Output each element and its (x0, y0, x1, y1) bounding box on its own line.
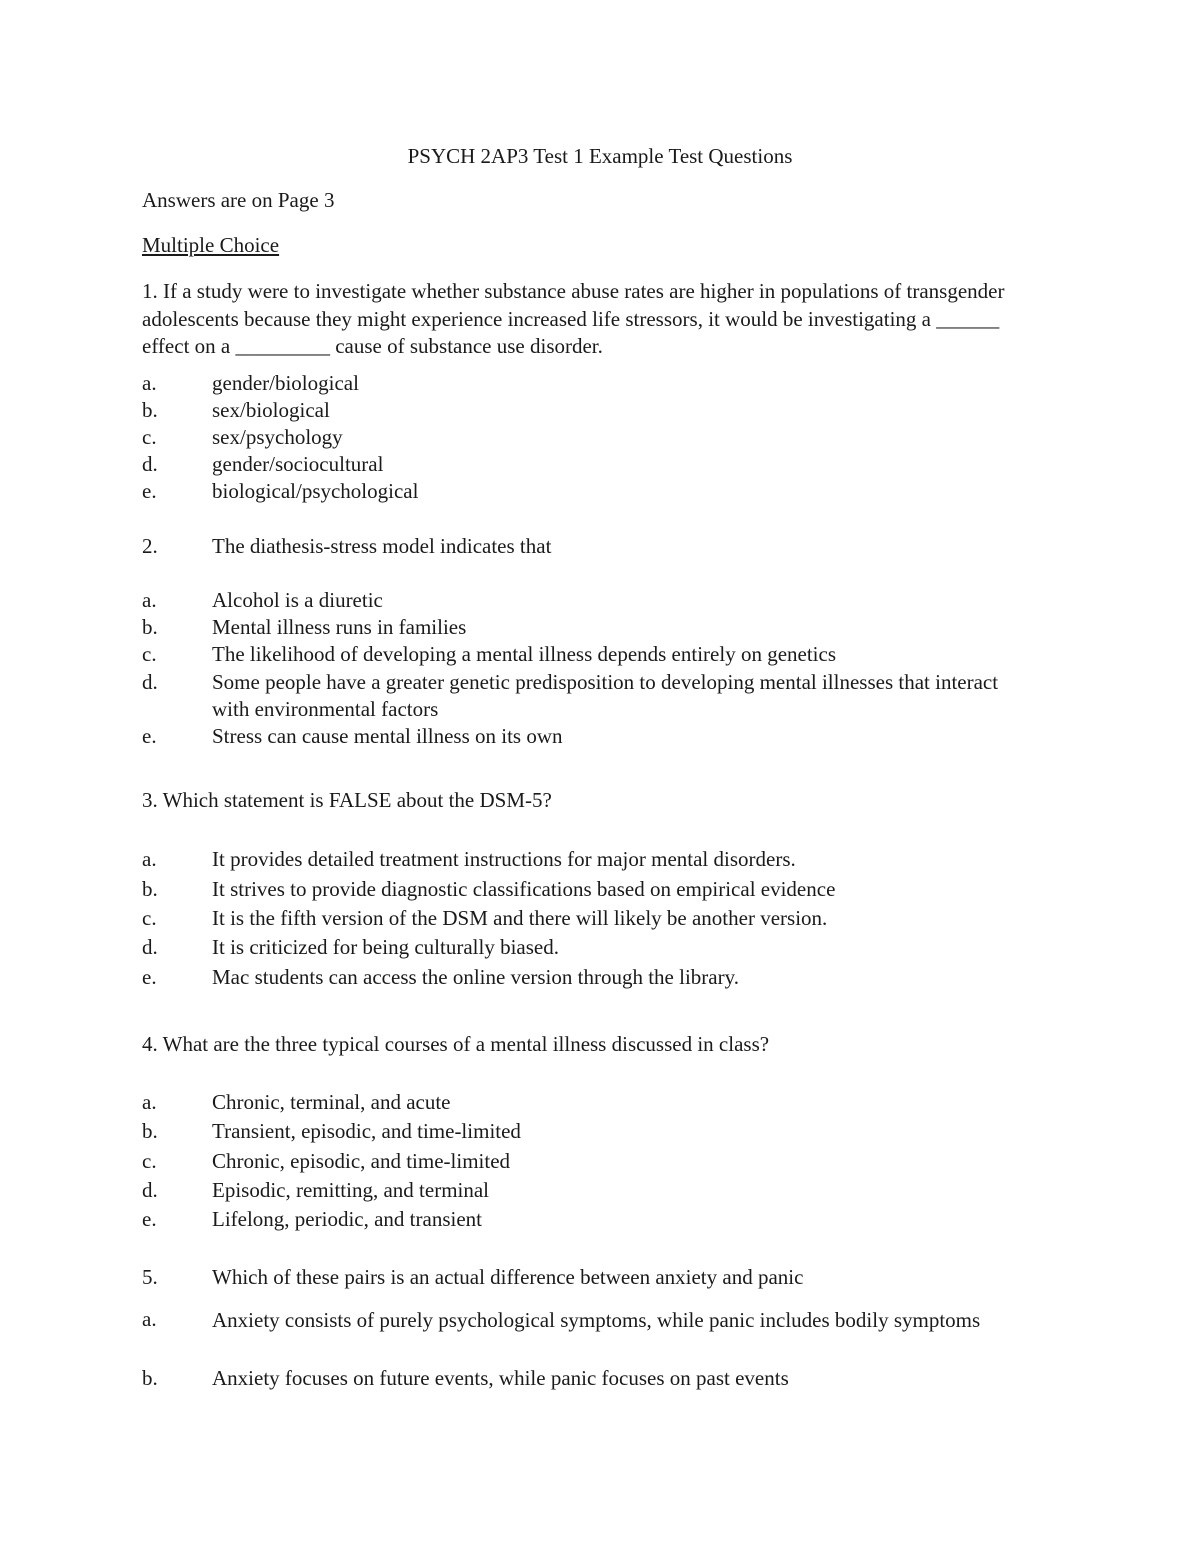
answers-note: Answers are on Page 3 (142, 188, 335, 212)
option-letter: d. (142, 1178, 158, 1202)
option-text: Some people have a greater genetic predisposition to developing mental illnesses that interact with environmental factors (212, 670, 999, 721)
option-letter: b. (142, 615, 158, 639)
option-text: It is criticized for being culturally biased. (212, 935, 559, 959)
option-text: Chronic, episodic, and time-limited (212, 1149, 511, 1173)
option-letter: b. (142, 1366, 158, 1390)
option-text: The likelihood of developing a mental illness depends entirely on genetics (212, 642, 837, 666)
option-letter: e. (142, 724, 157, 748)
option-letter: c. (142, 642, 157, 666)
option-text: Mac students can access the online version through the library. (212, 965, 739, 989)
section-heading: Multiple Choice (142, 233, 280, 257)
option-text: Anxiety consists of purely psychological symptoms, while panic includes bodily symptoms (212, 1308, 981, 1332)
option-text: sex/psychology (212, 425, 343, 449)
option-text: It provides detailed treatment instructions for major mental disorders. (212, 847, 796, 871)
question-5-text (142, 1264, 803, 1291)
page-title: PSYCH 2AP3 Test 1 Example Test Questions (407, 144, 793, 168)
option-letter: b. (142, 398, 158, 422)
option-letter: c. (142, 906, 157, 930)
option-text: Transient, episodic, and time-limited (212, 1119, 521, 1143)
option-letter: a. (142, 371, 157, 395)
option-letter: e. (142, 479, 157, 503)
option-text: Episodic, remitting, and terminal (212, 1178, 490, 1202)
question-3-text: 3. Which statement is FALSE about the DSM-5? (142, 788, 552, 812)
question-number: 2. (142, 534, 158, 558)
option-text: biological/psychological (212, 479, 419, 503)
question-1-text: 1. If a study were to investigate whether substance abuse rates are higher in populations of transgender adolescents because they might experience increased life stressors, it would be investigating a ______ effect on a _________ cause of substance use disorder. (142, 279, 1005, 358)
option-letter: a. (142, 588, 157, 612)
option-letter: a. (142, 847, 157, 871)
option-text: gender/biological (212, 371, 359, 395)
option-text: Alcohol is a diuretic (212, 588, 383, 612)
option-letter: d. (142, 670, 158, 694)
option-text: It is the fifth version of the DSM and there will likely be another version. (212, 906, 828, 930)
option-letter: c. (142, 1149, 157, 1173)
option-letter: a. (142, 1307, 157, 1331)
option-letter: b. (142, 877, 158, 901)
option-letter: c. (142, 425, 157, 449)
option-letter: e. (142, 1207, 157, 1231)
option-text: It strives to provide diagnostic classifications based on empirical evidence (212, 877, 836, 901)
option-text: Anxiety focuses on future events, while panic focuses on past events (212, 1366, 789, 1390)
option-letter: d. (142, 452, 158, 476)
question-stem: Which of these pairs is an actual difference between anxiety and panic (212, 1265, 804, 1289)
option-letter: a. (142, 1090, 157, 1114)
option-text: Lifelong, periodic, and transient (212, 1207, 482, 1231)
question-4-text: 4. What are the three typical courses of a mental illness discussed in class? (142, 1032, 770, 1056)
option-letter: e. (142, 965, 157, 989)
option-text: Mental illness runs in families (212, 615, 467, 639)
option-text: Chronic, terminal, and acute (212, 1090, 451, 1114)
option-letter: b. (142, 1119, 158, 1143)
option-text: gender/sociocultural (212, 452, 384, 476)
question-number: 5. (142, 1265, 158, 1289)
question-stem: The diathesis-stress model indicates that (212, 534, 552, 558)
option-text: sex/biological (212, 398, 330, 422)
question-2-text (142, 533, 551, 560)
option-letter: d. (142, 935, 158, 959)
option-text: Stress can cause mental illness on its own (212, 724, 563, 748)
